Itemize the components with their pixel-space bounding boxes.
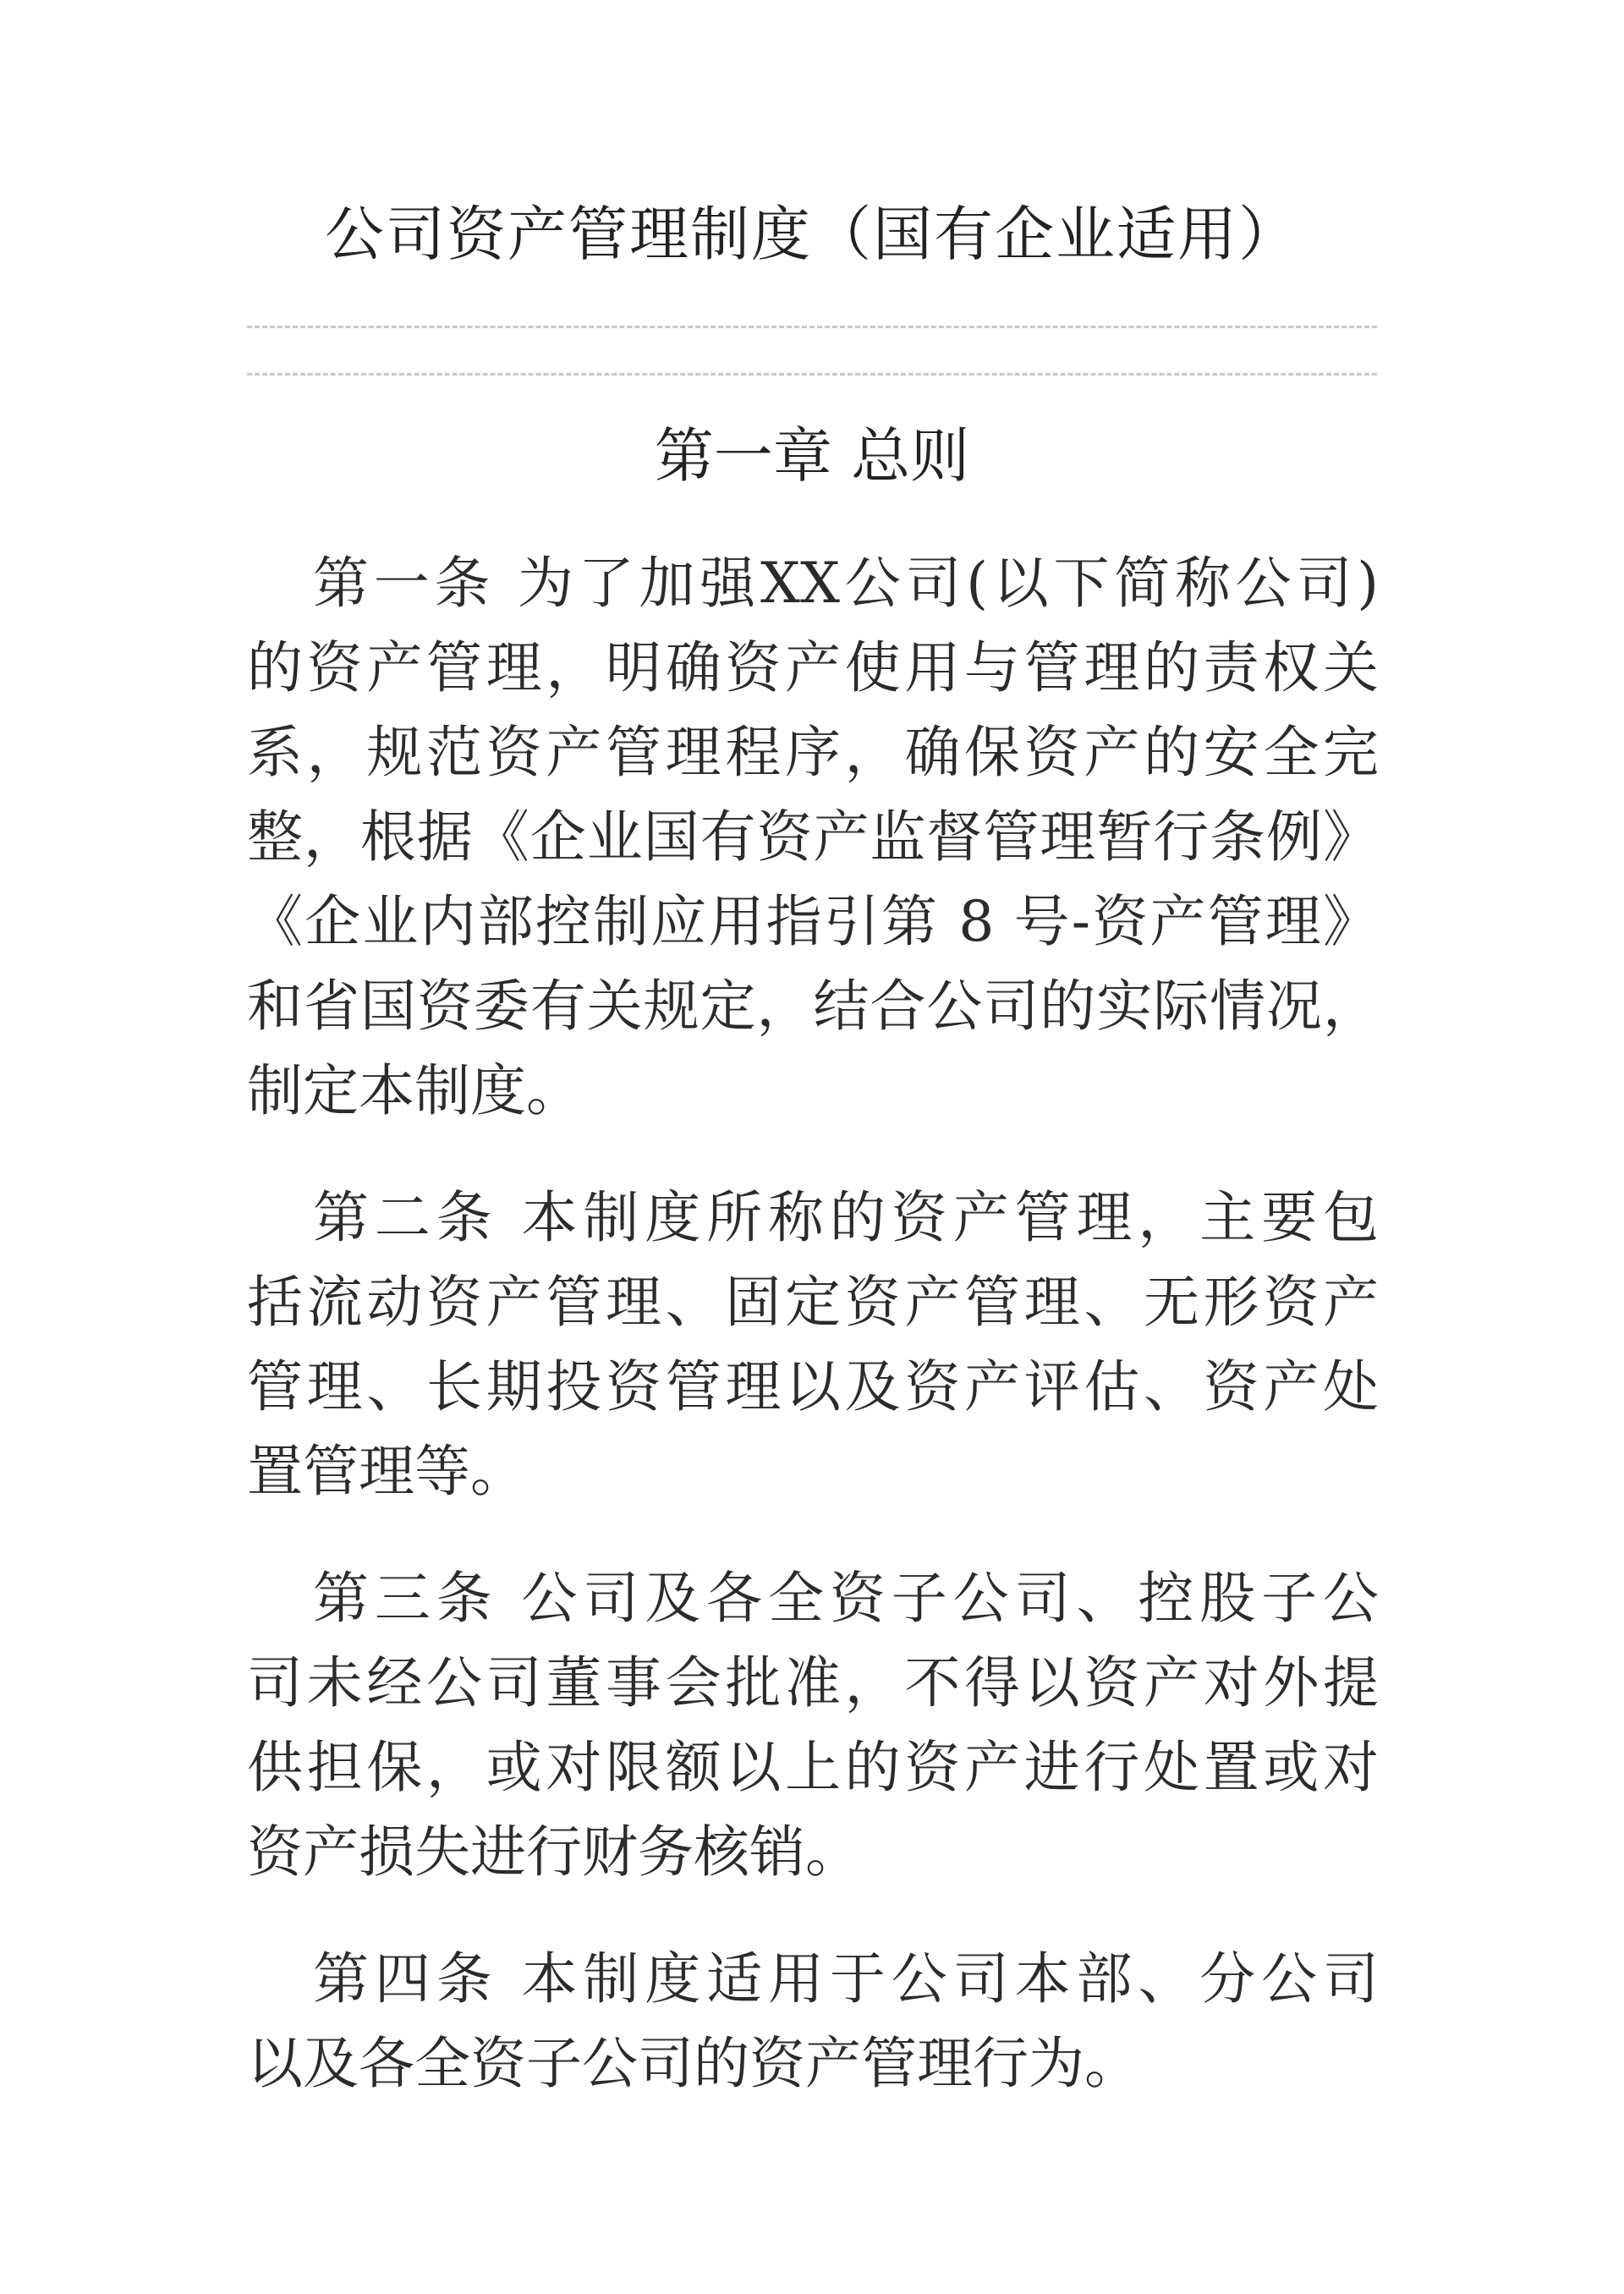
article-line: 以及各全资子公司的资产管理行为。 xyxy=(247,2031,1140,2096)
article-line: 系，规范资产管理程序，确保资产的安全完 xyxy=(247,720,1379,785)
article-4 xyxy=(247,1937,1379,2106)
document-title: 公司资产管理制度（国有企业适用） xyxy=(325,200,1299,269)
article-line: 制定本制度。 xyxy=(247,1058,582,1123)
article-line: 第二条 本制度所称的资产管理，主要包 xyxy=(313,1185,1379,1250)
article-3 xyxy=(247,1556,1379,1895)
article-2 xyxy=(247,1176,1379,1514)
article-1 xyxy=(247,541,1379,1133)
article-line: 《企业内部控制应用指引第 8 号-资产管理》 xyxy=(247,889,1379,954)
article-line: 和省国资委有关规定，结合公司的实际情况， xyxy=(247,974,1379,1039)
article-line: 的资产管理，明确资产使用与管理的责权关 xyxy=(247,635,1379,700)
article-line: 第一条 为了加强XX公司(以下简称公司) xyxy=(313,551,1379,616)
article-line: 括流动资产管理、固定资产管理、无形资产 xyxy=(247,1270,1379,1335)
article-line: 置管理等。 xyxy=(247,1439,526,1504)
divider-dashed-top xyxy=(247,326,1377,328)
article-line: 第三条 公司及各全资子公司、控股子公 xyxy=(313,1566,1379,1631)
article-line: 第四条 本制度适用于公司本部、分公司 xyxy=(313,1946,1379,2011)
divider-dashed-bottom xyxy=(247,373,1377,376)
chapter-heading: 第一章 总则 xyxy=(654,421,970,491)
article-line: 司未经公司董事会批准，不得以资产对外提 xyxy=(247,1650,1379,1715)
article-line: 供担保，或对限额以上的资产进行处置或对 xyxy=(247,1735,1379,1800)
article-line: 资产损失进行财务核销。 xyxy=(247,1819,861,1885)
article-line: 整，根据《企业国有资产监督管理暂行条例》 xyxy=(247,804,1379,870)
article-line: 管理、长期投资管理以及资产评估、资产处 xyxy=(247,1354,1379,1419)
